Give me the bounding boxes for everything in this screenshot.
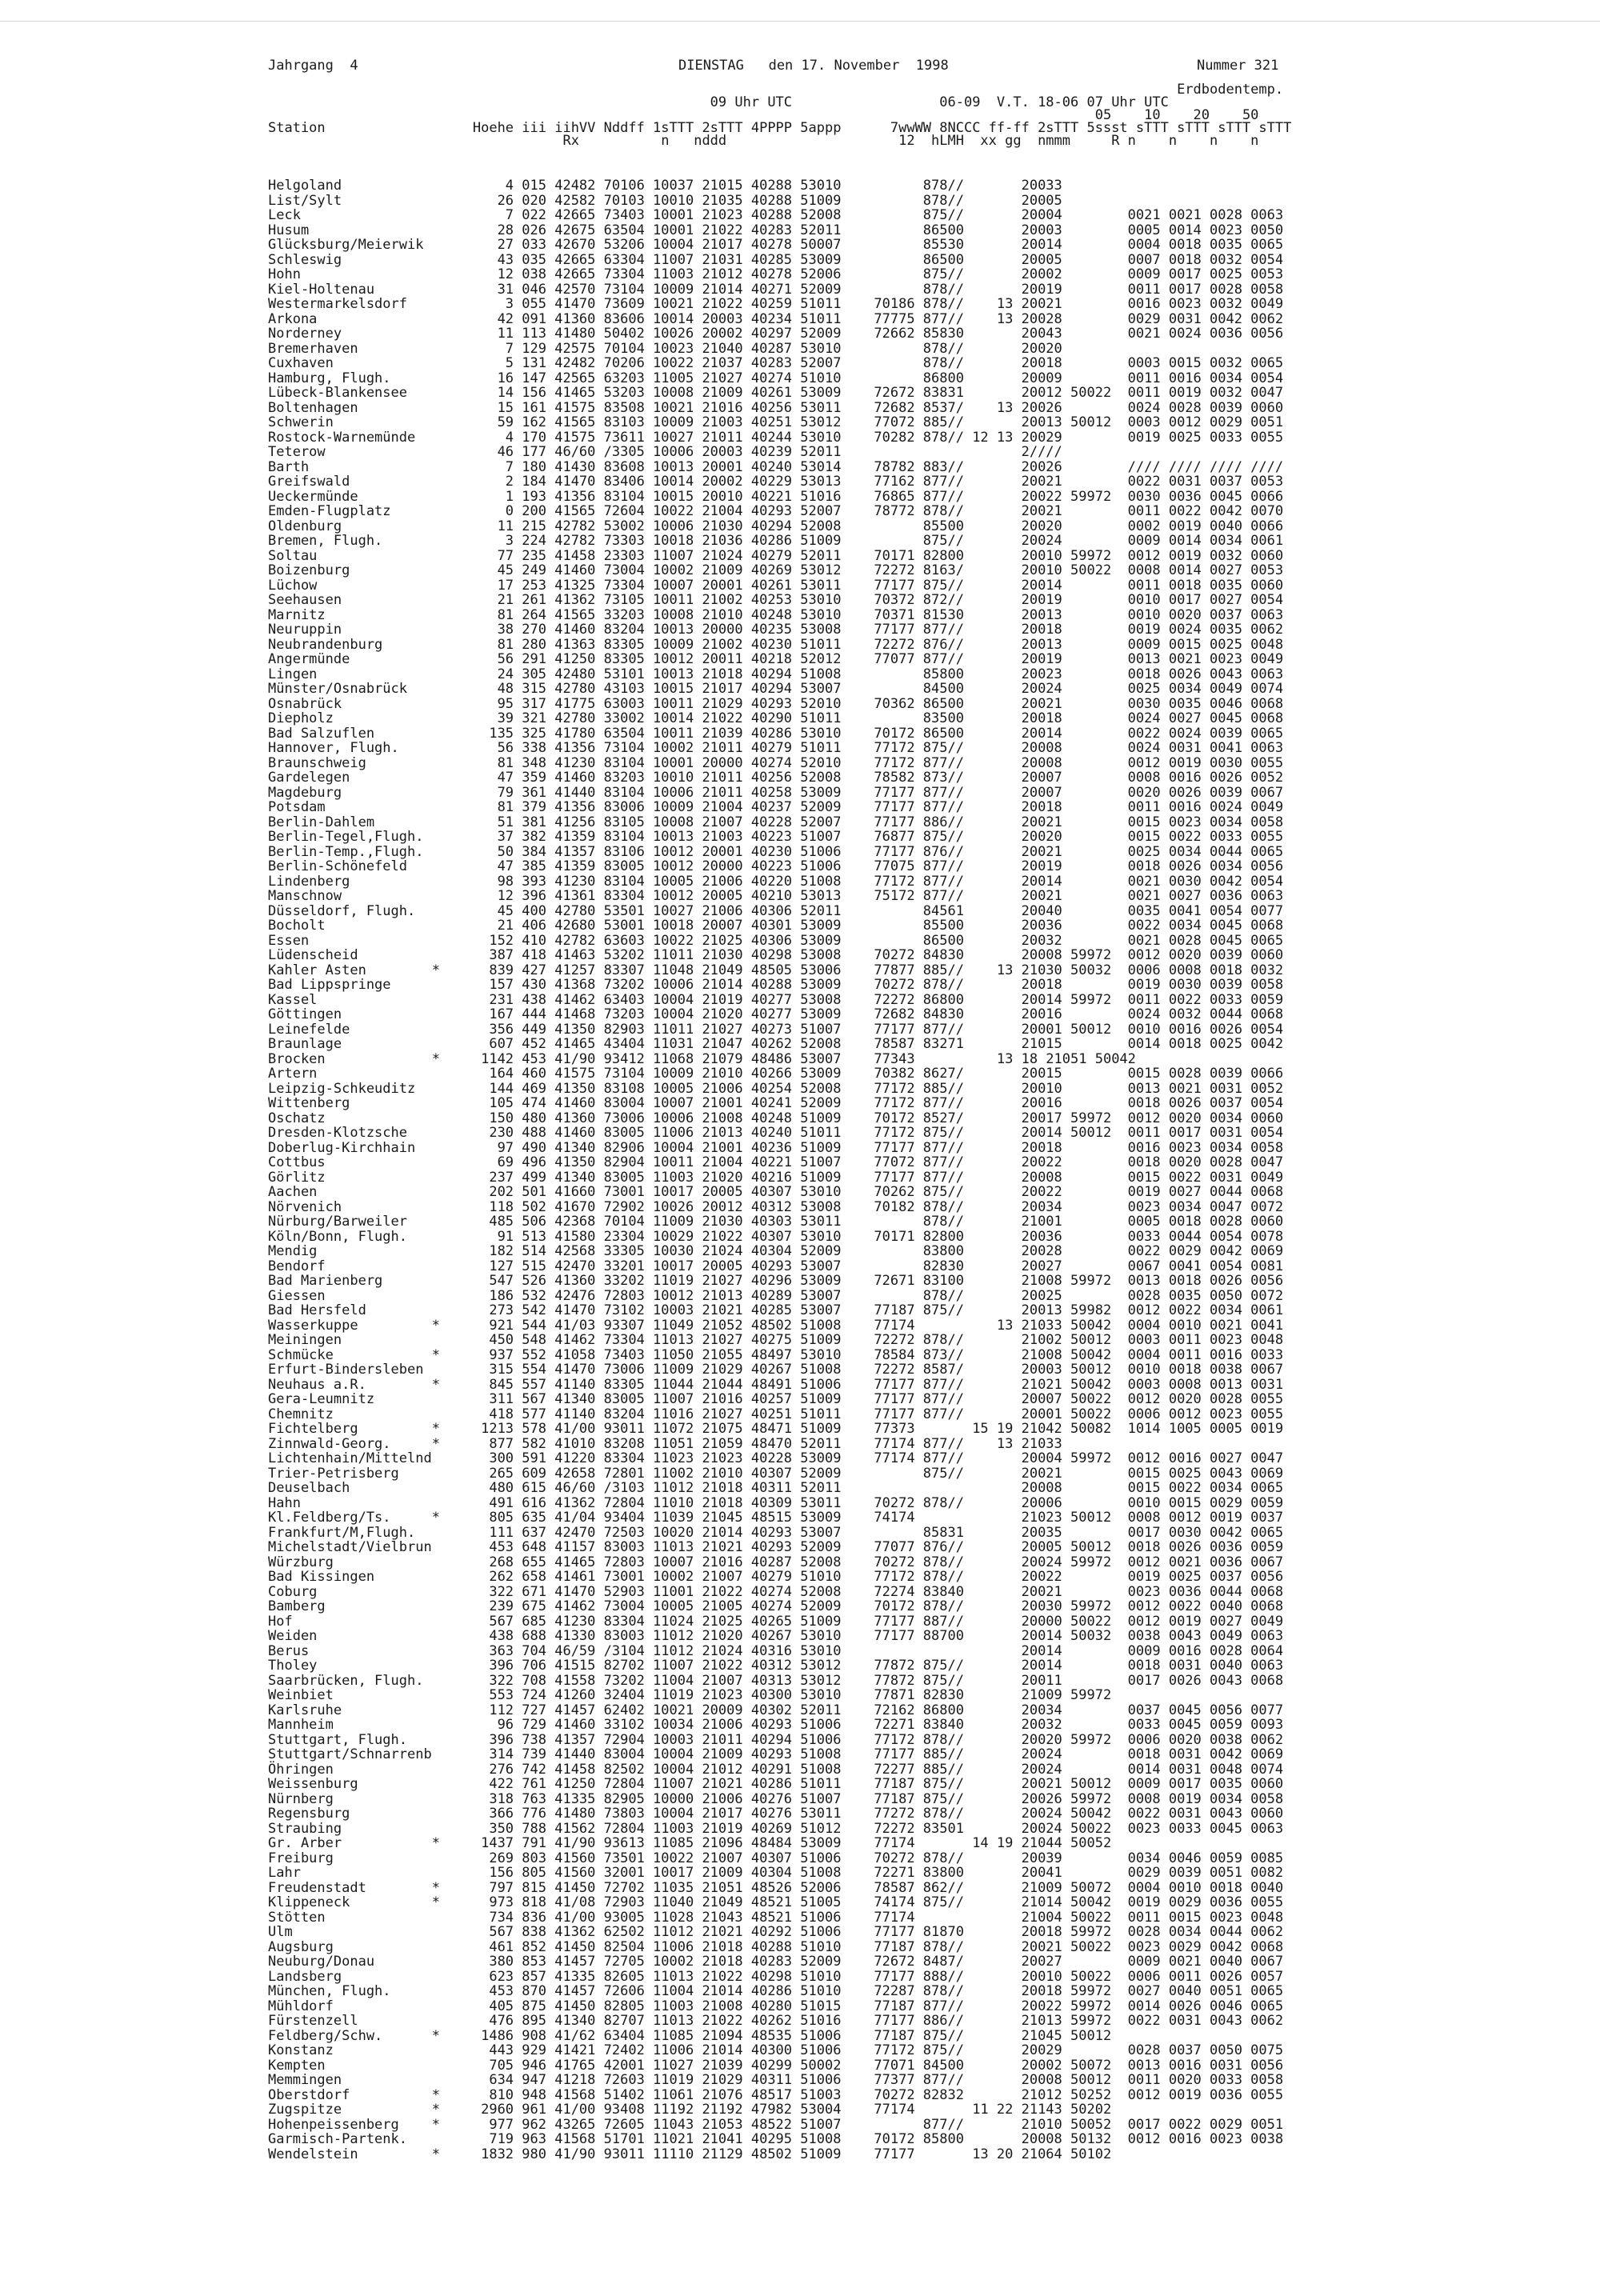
station-row: Barth 7 180 41430 83608 10013 20001 40240 53014 78782 883// 20026 //// //// //// //// (268, 458, 1284, 475)
station-row: Lindenberg 98 393 41230 83104 10005 21006 40220 51008 77172 877// 20014 0021 0030 0042 0054 (268, 873, 1284, 890)
station-row: Frankfurt/M,Flugh. 111 637 42470 72503 10020 21014 40293 53007 85831 20035 0017 0030 0042 0065 (268, 1524, 1284, 1541)
station-row: Cottbus 69 496 41350 82904 10011 21004 40221 51007 77072 877// 20022 0018 0020 0028 0047 (268, 1154, 1284, 1170)
station-row: Wasserkuppe * 921 544 41/03 93307 11049 21052 48502 51008 77174 13 21033 50042 0004 0010 0021 0041 (268, 1317, 1284, 1334)
station-row: Straubing 350 788 41562 72804 11003 21019 40269 51012 72272 83501 20024 50022 0023 0033 0045 0063 (268, 1820, 1284, 1837)
station-row: Chemnitz 418 577 41140 83204 11016 21027 40251 51011 77177 877// 20001 50022 0006 0012 0023 0055 (268, 1406, 1284, 1422)
station-row: Bad Marienberg 547 526 41360 33202 11019 21027 40296 53009 72671 83100 21008 59972 0013 0018 0026 0056 (268, 1273, 1284, 1289)
station-row: Memmingen 634 947 41218 72603 11019 21029 40311 51006 77377 877// 20008 50012 0011 0020 0033 0058 (268, 2072, 1284, 2088)
column-header-line: Station Hoehe iii iihVV Nddff 1sTTT 2sTTT 4PPPP 5appp 7wwWW 8NCCC ff-ff 2sTTT 5ssst sTTT sTTT sTTT sTTT (268, 120, 1292, 136)
station-row: Arkona 42 091 41360 83606 10014 20003 40234 51011 77775 877// 13 20028 0029 0031 0042 0062 (268, 310, 1284, 327)
station-row: Ulm 567 838 41362 62502 11012 21021 40292 51006 77177 81870 20018 59972 0028 0034 0044 0062 (268, 1924, 1284, 1940)
station-row: Giessen 186 532 42476 72803 10012 21013 40289 53007 878// 20025 0028 0035 0050 0072 (268, 1287, 1284, 1304)
station-row: Kahler Asten * 839 427 41257 83307 11048 21049 48505 53006 77877 885// 13 21030 50032 0006 0008 0018 0032 (268, 962, 1284, 978)
station-row: Schleswig 43 035 42665 63304 11007 21031 40285 53009 86500 20005 0007 0018 0032 0054 (268, 251, 1284, 268)
issue-number: Nummer 321 (1197, 58, 1279, 74)
station-row: Berlin-Dahlem 51 381 41256 83105 10008 21007 40228 52007 77177 886// 20021 0015 0023 0034 0058 (268, 814, 1284, 830)
station-row: Gera-Leumnitz 311 567 41340 83005 11007 21016 40257 51009 77177 877// 20007 50022 0012 0020 0028 0055 (268, 1391, 1284, 1407)
volume-label: Jahrgang 4 (268, 58, 358, 74)
station-row: Stuttgart/Schnarrenb 314 739 41440 83004 10004 21009 40293 51008 77177 885// 20024 0018 0031 0042 0069 (268, 1746, 1284, 1762)
station-row: Michelstadt/Vielbrun 453 648 41157 83003 11013 21021 40293 52009 77077 876// 20005 50012 0018 0026 0036 0059 (268, 1539, 1284, 1555)
station-row: Fichtelberg * 1213 578 41/00 93011 11072 21075 48471 51009 77373 15 19 21042 50082 1014 1005 0005 0019 (268, 1421, 1284, 1437)
station-row: Berlin-Schönefeld 47 385 41359 83005 10012 20000 40223 51006 77075 877// 20019 0018 0026 0034 0056 (268, 858, 1284, 874)
station-row: Essen 152 410 42782 63603 10022 21025 40306 53009 86500 20032 0021 0028 0045 0065 (268, 932, 1284, 949)
station-row: Berlin-Tegel,Flugh. 37 382 41359 83104 10013 21003 40223 51007 76877 875// 20020 0015 0022 0033 0055 (268, 829, 1284, 845)
station-row: Gardelegen 47 359 41460 83203 10010 21011 40256 52008 78582 873// 20007 0008 0016 0026 0052 (268, 770, 1284, 786)
station-row: Doberlug-Kirchhain 97 490 41340 82906 10004 21001 40236 51009 77177 877// 20018 0016 0023 0034 0058 (268, 1139, 1284, 1156)
station-row: Brocken * 1142 453 41/90 93412 11068 21079 48486 53007 77343 13 18 21051 50042 (268, 1050, 1136, 1067)
station-row: Rostock-Warnemünde 4 170 41575 73611 10027 21011 40244 53010 70282 878// 12 13 20029 0019 0025 0033 0055 (268, 429, 1284, 446)
station-row: Neubrandenburg 81 280 41363 83305 10009 21002 40230 51011 72272 876// 20013 0009 0015 0025 0048 (268, 636, 1284, 653)
station-row: Manschnow 12 396 41361 83304 10012 20005 40210 53013 75172 877// 20021 0021 0027 0036 0063 (268, 888, 1284, 904)
station-row: Freudenstadt * 797 815 41450 72702 11035 21051 48526 52006 78587 862// 21009 50072 0004 0010 0018 0040 (268, 1879, 1284, 1896)
station-row: Mühldorf 405 875 41450 82805 11003 21008 40280 51015 77187 877// 20022 59972 0014 0026 0046 0065 (268, 1998, 1284, 2014)
station-row: Lübeck-Blankensee 14 156 41465 53203 10008 21009 40261 53009 72672 83831 20012 50022 0011 0019 0032 0047 (268, 385, 1284, 401)
column-header-line: Rx n nddd 12 hLMH xx gg nmmm R n n n n (268, 133, 1259, 149)
station-row: Oschatz 150 480 41360 73006 10006 21008 40248 51009 70172 8527/ 20017 59972 0012 0020 0034 0060 (268, 1110, 1284, 1126)
station-row: Braunlage 607 452 41465 43404 11031 21047 40262 52008 78587 83271 21015 0014 0018 0025 0042 (268, 1036, 1284, 1052)
station-row: Bremen, Flugh. 3 224 42782 73303 10018 21036 40286 51009 875// 20024 0009 0014 0034 0061 (268, 533, 1284, 549)
column-header-line: 05 10 20 50 (268, 107, 1259, 123)
station-row: Nürburg/Barweiler 485 506 42368 70104 11009 21030 40303 53011 878// 21001 0005 0018 0028 0060 (268, 1214, 1284, 1230)
station-row: Garmisch-Partenk. 719 963 41568 51701 11021 21041 40295 51008 70172 85800 20008 50132 0012 0016 0023 0038 (268, 2131, 1284, 2147)
station-row: Stötten 734 836 41/00 93005 11028 21043 48521 51006 77174 21004 50022 0011 0015 0023 0048 (268, 1909, 1284, 1926)
station-row: Hahn 491 616 41362 72804 11010 21018 40309 53011 70272 878// 20006 0010 0015 0029 0059 (268, 1494, 1284, 1511)
station-row: Lüchow 17 253 41325 73304 10007 20001 40261 53011 77177 875// 20014 0011 0018 0035 0060 (268, 577, 1284, 594)
station-row: Zinnwald-Georg. * 877 582 41010 83208 11051 21059 48470 52011 77174 877// 13 21033 (268, 1435, 1062, 1452)
station-row: Bad Kissingen 262 658 41461 73001 10002 21007 40279 51010 77172 878// 20022 0019 0025 0037 0056 (268, 1569, 1284, 1585)
station-row: Weissenburg 422 761 41250 72804 11007 21021 40286 51011 77187 875// 20021 50012 0009 0017 0035 0060 (268, 1776, 1284, 1792)
station-row: Weiden 438 688 41330 83003 11012 21020 40267 53010 77177 88700 20014 50032 0038 0043 0049 0063 (268, 1628, 1284, 1644)
station-row: Hamburg, Flugh. 16 147 42565 63203 11005 21027 40274 51010 86800 20009 0011 0016 0034 0054 (268, 370, 1284, 386)
station-row: Düsseldorf, Flugh. 45 400 42780 53501 10027 21006 40306 52011 84561 20040 0035 0041 0054 0077 (268, 902, 1284, 919)
station-table (268, 178, 1283, 2162)
station-row: Lüdenscheid 387 418 41463 53202 11011 21030 40298 53008 70272 84830 20008 59972 0012 0020 0039 0060 (268, 947, 1284, 963)
station-row: Freiburg 269 803 41560 73501 10022 21007 40307 51006 70272 878// 20039 0034 0046 0059 0085 (268, 1850, 1284, 1866)
station-row: Nörvenich 118 502 41670 72902 10026 20012 40312 53008 70182 878// 20034 0023 0034 0047 0072 (268, 1198, 1284, 1215)
station-row: Deuselbach 480 615 46/60 /3103 11012 21018 40311 52011 20008 0015 0022 0034 0065 (268, 1480, 1284, 1496)
station-row: Soltau 77 235 41458 23303 11007 21024 40279 52011 70171 82800 20010 59972 0012 0019 0032 0060 (268, 547, 1284, 564)
station-row: Husum 28 026 42675 63504 10001 21022 40283 52011 86500 20003 0005 0014 0023 0050 (268, 222, 1284, 238)
station-row: Angermünde 56 291 41250 83305 10012 20011 40218 52012 77077 877// 20019 0013 0021 0023 0049 (268, 651, 1284, 667)
station-row: Teterow 46 177 46/60 /3305 10006 20003 40239 52011 2//// (268, 444, 1062, 460)
station-row: Kl.Feldberg/Ts. * 805 635 41/04 93404 11039 21045 48515 53009 74174 21023 50012 0008 0012 0019 0037 (268, 1510, 1284, 1526)
station-row: Weinbiet 553 724 41260 32404 11019 21023 40300 53010 77871 82830 21009 59972 (268, 1687, 1112, 1703)
station-row: Glücksburg/Meierwik 27 033 42670 53206 10004 21017 40278 50007 85530 20014 0004 0018 0035 0065 (268, 237, 1284, 253)
station-row: Bremerhaven 7 129 42575 70104 10023 21040 40287 53010 878// 20020 (268, 340, 1062, 357)
station-row: Neuruppin 38 270 41460 83204 10013 20000 40235 53008 77177 877// 20018 0019 0024 0035 0062 (268, 622, 1284, 638)
station-row: Schmücke * 937 552 41058 73403 11050 21055 48497 53010 78584 873// 21008 50042 0004 0011 0016 0033 (268, 1346, 1284, 1363)
station-row: Osnabrück 95 317 41775 63003 10011 21029 40293 52010 70362 86500 20021 0030 0035 0046 0068 (268, 695, 1284, 712)
station-row: Neuburg/Donau 380 853 41457 72705 10002 21018 40283 52009 72672 8487/ 20027 0009 0021 0040 0067 (268, 1954, 1284, 1970)
station-row: Boltenhagen 15 161 41575 83508 10021 21016 40256 53011 72682 8537/ 13 20026 0024 0028 0039 0060 (268, 399, 1284, 416)
station-row: München, Flugh. 453 870 41457 72606 11004 21014 40286 51010 72287 878// 20018 59972 0027 0040 0051 0065 (268, 1983, 1284, 1999)
station-row: Hohn 12 038 42665 73304 11003 21012 40278 52006 875// 20002 0009 0017 0025 0053 (268, 266, 1284, 282)
station-row: Gr. Arber * 1437 791 41/90 93613 11085 21096 48484 53009 77174 14 19 21044 50052 (268, 1835, 1112, 1851)
station-row: Öhringen 276 742 41458 82502 10004 21012 40291 51008 72277 885// 20024 0014 0031 0048 0074 (268, 1761, 1284, 1778)
column-header (268, 83, 1291, 147)
station-row: Bad Hersfeld 273 542 41470 73102 10003 21021 40285 53007 77187 875// 20013 59982 0012 0022 0034 0061 (268, 1302, 1284, 1318)
station-row: Nürnberg 318 763 41335 82905 10000 21006 40276 51007 77187 875// 20026 59972 0008 0019 0034 0058 (268, 1790, 1284, 1807)
station-row: Westermarkelsdorf 3 055 41470 73609 10021 21022 40259 51011 70186 878// 13 20021 0016 0023 0032 0049 (268, 296, 1284, 312)
issue-date: DIENSTAG den 17. November 1998 (678, 58, 949, 74)
station-row: Regensburg 366 776 41480 73803 10004 21017 40276 53011 77272 878// 20024 50042 0022 0031 0043 0060 (268, 1806, 1284, 1822)
station-row: Trier-Petrisberg 265 609 42658 72801 11002 21010 40307 52009 875// 20021 0015 0025 0043 0069 (268, 1465, 1284, 1482)
station-row: Oldenburg 11 215 42782 53002 10006 21030 40294 52008 85500 20020 0002 0019 0040 0066 (268, 518, 1284, 534)
station-row: Helgoland 4 015 42482 70106 10037 21015 40288 53010 878// 20033 (268, 178, 1062, 194)
station-row: Konstanz 443 929 41421 72402 11006 21014 40300 51006 77172 875// 20029 0028 0037 0050 0075 (268, 2042, 1284, 2058)
station-row: Ueckermünde 1 193 41356 83104 10015 20010 40221 51016 76865 877// 20022 59972 0030 0036 0045 0066 (268, 488, 1284, 505)
station-row: Cuxhaven 5 131 42482 70206 10022 21037 40283 52007 878// 20018 0003 0015 0032 0065 (268, 355, 1284, 371)
station-row: Leinefelde 356 449 41350 82903 11011 21027 40273 51007 77177 877// 20001 50012 0010 0016 0026 0054 (268, 1021, 1284, 1038)
station-row: Hohenpeissenberg * 977 962 43265 72605 11043 21053 48522 51007 877// 21010 50052 0017 0022 0029 0051 (268, 2116, 1284, 2133)
station-row: Erfurt-Bindersleben 315 554 41470 73006 11009 21029 40267 51008 72272 8587/ 20003 50012 0010 0018 0038 0067 (268, 1362, 1284, 1378)
station-row: Görlitz 237 499 41340 83005 11003 21020 40216 51009 77177 877// 20008 0015 0022 0031 0049 (268, 1169, 1284, 1186)
station-row: Aachen 202 501 41660 73001 10017 20005 40307 53010 70262 875// 20022 0019 0027 0044 0068 (268, 1184, 1284, 1200)
station-row: Magdeburg 79 361 41440 83104 10006 21011 40258 53009 77177 877// 20007 0020 0026 0039 0067 (268, 784, 1284, 801)
station-row: Fürstenzell 476 895 41340 82707 11013 21022 40262 51016 77177 886// 21013 59972 0022 0031 0043 0062 (268, 2013, 1284, 2029)
station-row: Meiningen 450 548 41462 73304 11013 21027 40275 51009 72272 878// 21002 50012 0003 0011 0023 0048 (268, 1332, 1284, 1348)
station-row: Berlin-Temp.,Flugh. 50 384 41357 83106 10012 20001 40230 51006 77177 876// 20021 0025 0034 0044 0065 (268, 843, 1284, 860)
station-row: Bendorf 127 515 42470 33201 10017 20005 40293 53007 82830 20027 0067 0041 0054 0081 (268, 1258, 1284, 1274)
station-row: Würzburg 268 655 41465 72803 10007 21016 40287 52008 70272 878// 20024 59972 0012 0021 0036 0067 (268, 1554, 1284, 1570)
station-row: Wittenberg 105 474 41460 83004 10007 21001 40241 52009 77172 877// 20016 0018 0026 0037 0054 (268, 1095, 1284, 1111)
station-row: Münster/Osnabrück 48 315 42780 43103 10015 21017 40294 53007 84500 20024 0025 0034 0049 0074 (268, 681, 1284, 697)
station-row: Kassel 231 438 41462 63403 10004 21019 40277 53008 72272 86800 20014 59972 0011 0022 0033 0059 (268, 991, 1284, 1008)
station-row: Wendelstein * 1832 980 41/90 93011 11110 21129 48502 51009 77177 13 20 21064 50102 (268, 2146, 1112, 2162)
station-row: Leck 7 022 42665 73403 10001 21023 40288 52008 875// 20004 0021 0021 0028 0063 (268, 207, 1284, 223)
station-row: Marnitz 81 264 41565 33203 10008 21010 40248 53010 70371 81530 20013 0010 0020 0037 0063 (268, 606, 1284, 623)
station-row: Karlsruhe 112 727 41457 62402 10021 20009 40302 52011 72162 86800 20034 0037 0045 0056 0077 (268, 1702, 1284, 1718)
station-row: Kempten 705 946 41765 42001 11027 21039 40299 50002 77071 84500 20002 50072 0013 0016 0031 0056 (268, 2057, 1284, 2074)
station-row: Bad Lippspringe 157 430 41368 73202 10006 21014 40288 53009 70272 878// 20018 0019 0030 0039 0058 (268, 977, 1284, 993)
station-row: Landsberg 623 857 41335 82605 11013 21022 40298 51010 77177 888// 20010 50022 0006 0011 0026 0057 (268, 1968, 1284, 1985)
station-row: Lingen 24 305 42480 53101 10013 21018 40294 51008 85800 20023 0018 0026 0043 0063 (268, 666, 1284, 682)
station-row: Mendig 182 514 42568 33305 10030 21024 40304 52009 83800 20028 0022 0029 0042 0069 (268, 1243, 1284, 1259)
station-row: Hannover, Flugh. 56 338 41356 73104 10002 21011 40279 51011 77172 875// 20008 0024 0031 0041 0063 (268, 740, 1284, 756)
column-header-line: Erdbodentemp. (268, 82, 1284, 98)
station-row: Coburg 322 671 41470 52903 11001 21022 40274 52008 72274 83840 20021 0023 0036 0044 0068 (268, 1583, 1284, 1600)
station-row: Artern 164 460 41575 73104 10009 21010 40266 53009 70382 8627/ 20015 0015 0028 0039 0066 (268, 1066, 1284, 1082)
station-row: Bad Salzuflen 135 325 41780 63504 10011 21039 40286 53010 70172 86500 20014 0022 0024 0039 0065 (268, 725, 1284, 742)
station-row: Potsdam 81 379 41356 83006 10009 21004 40237 52009 77177 877// 20018 0011 0016 0024 0049 (268, 799, 1284, 815)
station-row: Berus 363 704 46/59 /3104 11012 21024 40316 53010 20014 0009 0016 0028 0064 (268, 1642, 1284, 1659)
station-row: Leipzig-Schkeuditz 144 469 41350 83108 10005 21006 40254 52008 77172 885// 20010 0013 0021 0031 0052 (268, 1080, 1284, 1097)
station-row: Lichtenhain/Mittelnd 300 591 41220 83304 11023 21023 40228 53009 77174 877// 20004 59972 0012 0016 0027 0047 (268, 1450, 1284, 1466)
station-row: Göttingen 167 444 41468 73203 10004 21020 40277 53009 72682 84830 20016 0024 0032 0044 0068 (268, 1006, 1284, 1022)
station-row: Kiel-Holtenau 31 046 42570 73104 10009 21014 40271 52009 878// 20019 0011 0017 0028 0058 (268, 281, 1284, 298)
column-header-line: 09 Uhr UTC 06-09 V.T. 18-06 07 Uhr UTC (268, 94, 1169, 110)
station-row: Norderney 11 113 41480 50402 10026 20002 40297 52009 72662 85830 20043 0021 0024 0036 0056 (268, 326, 1284, 342)
station-row: Schwerin 59 162 41565 83103 10009 21003 40251 53012 77072 885// 20013 50012 0003 0012 0029 0051 (268, 414, 1284, 430)
station-row: Stuttgart, Flugh. 396 738 41357 72904 10003 21011 40294 51006 77172 878// 20020 59972 0006 0020 0038 0062 (268, 1731, 1284, 1748)
station-row: Bamberg 239 675 41462 73004 10005 21005 40274 52009 70172 878// 20030 59972 0012 0022 0040 0068 (268, 1598, 1284, 1614)
station-row: List/Sylt 26 020 42582 70103 10010 21035 40288 51009 878// 20005 (268, 192, 1062, 209)
station-row: Emden-Flugplatz 0 200 41565 72604 10022 21004 40293 52007 78772 878// 20021 0011 0022 0042 0070 (268, 503, 1284, 519)
station-row: Greifswald 2 184 41470 83406 10014 20002 40229 53013 77162 877// 20021 0022 0031 0037 0053 (268, 474, 1284, 490)
station-row: Braunschweig 81 348 41230 83104 10001 20000 40274 52010 77172 877// 20008 0012 0019 0030 0055 (268, 754, 1284, 771)
station-row: Köln/Bonn, Flugh. 91 513 41580 23304 10029 21022 40307 53010 70171 82800 20036 0033 0044 0054 0078 (268, 1228, 1284, 1245)
station-row: Saarbrücken, Flugh. 322 708 41558 73202 11004 21007 40313 53012 77872 875// 20011 0017 0026 0043 0068 (268, 1672, 1284, 1689)
station-row: Neuhaus a.R. * 845 557 41140 83305 11044 21044 48491 51006 77177 877// 21021 50042 0003 0008 0013 0031 (268, 1376, 1284, 1393)
station-row: Mannheim 96 729 41460 33102 10034 21006 40293 51006 72271 83840 20032 0033 0045 0059 0093 (268, 1717, 1284, 1733)
station-row: Bocholt 21 406 42680 53001 10018 20007 40301 53009 85500 20036 0022 0034 0045 0068 (268, 918, 1284, 934)
station-row: Lahr 156 805 41560 32001 10017 21009 40304 51008 72271 83800 20041 0029 0039 0051 0082 (268, 1865, 1284, 1881)
station-row: Augsburg 461 852 41450 82504 11006 21018 40288 51010 77187 878// 20021 50022 0023 0029 0042 0068 (268, 1938, 1284, 1955)
station-row: Boizenburg 45 249 41460 73004 10002 21009 40269 53012 72272 8163/ 20010 50022 0008 0014 0027 0053 (268, 562, 1284, 578)
station-row: Klippeneck * 973 818 41/08 72903 11040 21049 48521 51005 74174 875// 21014 50042 0019 0029 0036 0055 (268, 1894, 1284, 1910)
station-row: Zugspitze * 2960 961 41/00 93408 11192 21192 47982 53004 77174 11 22 21143 50202 (268, 2102, 1112, 2118)
station-row: Seehausen 21 261 41362 73105 10011 21002 40253 53010 70372 872// 20019 0010 0017 0027 0054 (268, 592, 1284, 608)
station-row: Oberstdorf * 810 948 41568 51402 11061 21076 48517 51003 70272 82832 21012 50252 0012 0019 0036 0055 (268, 2086, 1284, 2103)
station-row: Diepholz 39 321 42780 33002 10014 21022 40290 51011 83500 20018 0024 0027 0045 0068 (268, 710, 1284, 726)
station-row: Tholey 396 706 41515 82702 11007 21022 40312 53012 77872 875// 20014 0018 0031 0040 0063 (268, 1658, 1284, 1674)
station-row: Dresden-Klotzsche 230 488 41460 83005 11006 21013 40240 51011 77172 875// 20014 50012 0011 0017 0031 0054 (268, 1125, 1284, 1141)
station-row: Hof 567 685 41230 83304 11024 21025 40265 51009 77177 887// 20000 50022 0012 0019 0027 0049 (268, 1613, 1284, 1630)
scan-border (0, 21, 1600, 22)
station-row: Feldberg/Schw. * 1486 908 41/62 63404 11085 21094 48535 51006 77187 875// 21045 50012 (268, 2027, 1112, 2044)
